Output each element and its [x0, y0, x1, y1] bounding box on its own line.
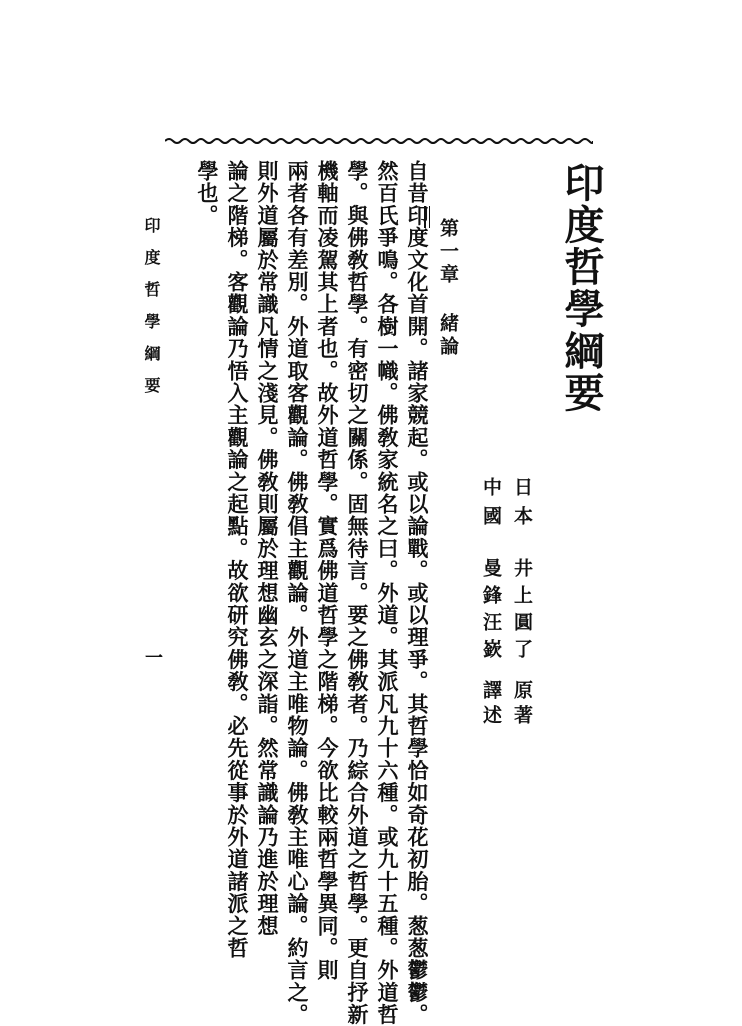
book-title: 印度哲學綱要 — [558, 162, 605, 414]
translator-role: 譯述 — [480, 680, 502, 730]
author-role: 原著 — [511, 680, 533, 730]
body-line: 學也。 — [195, 160, 220, 227]
body-line: 兩者各有差別。外道取客觀論。佛敎倡主觀論。外道主唯物論。佛敎主唯心論。約言之。 — [285, 160, 310, 1026]
running-title: 印度哲學綱要 — [142, 217, 161, 409]
body-line: 自昔印度文化首開。諸家競起。或以論戰。或以理爭。其哲學恰如奇花初胎。葱葱鬱鬱。 — [405, 160, 430, 1026]
translator-name: 曼鋒汪嶔 — [480, 558, 502, 666]
body-line: 然百氏爭鳴。各樹一幟。佛敎家統名之曰。外道。其派凡九十六種。或九十五種。外道哲 — [375, 160, 400, 1026]
translator-country: 中國 — [480, 477, 502, 535]
chapter-heading: 第一章 緒論 — [437, 218, 459, 359]
body-line: 機軸而凌駕其上者也。故外道哲學。實爲佛道哲學之階梯。今欲比較兩哲學異同。則 — [315, 160, 340, 982]
author-country: 日本 — [511, 477, 533, 535]
body-line: 學。與佛敎哲學。有密切之關係。固無待言。要之佛敎者。乃綜合外道之哲學。更自抒新 — [345, 160, 370, 1026]
author-name: 井上圓了 — [511, 558, 533, 666]
top-wavy-rule — [165, 136, 593, 146]
page-number: 一 — [142, 648, 163, 666]
body-line: 則外道屬於常識凡情之淺見。佛敎則屬於理想幽玄之深詣。然常識論乃進於理想 — [255, 160, 280, 937]
body-line: 論之階梯。客觀論乃悟入主觀論之起點。故欲研究佛敎。必先從事於外道諸派之哲 — [225, 160, 250, 960]
